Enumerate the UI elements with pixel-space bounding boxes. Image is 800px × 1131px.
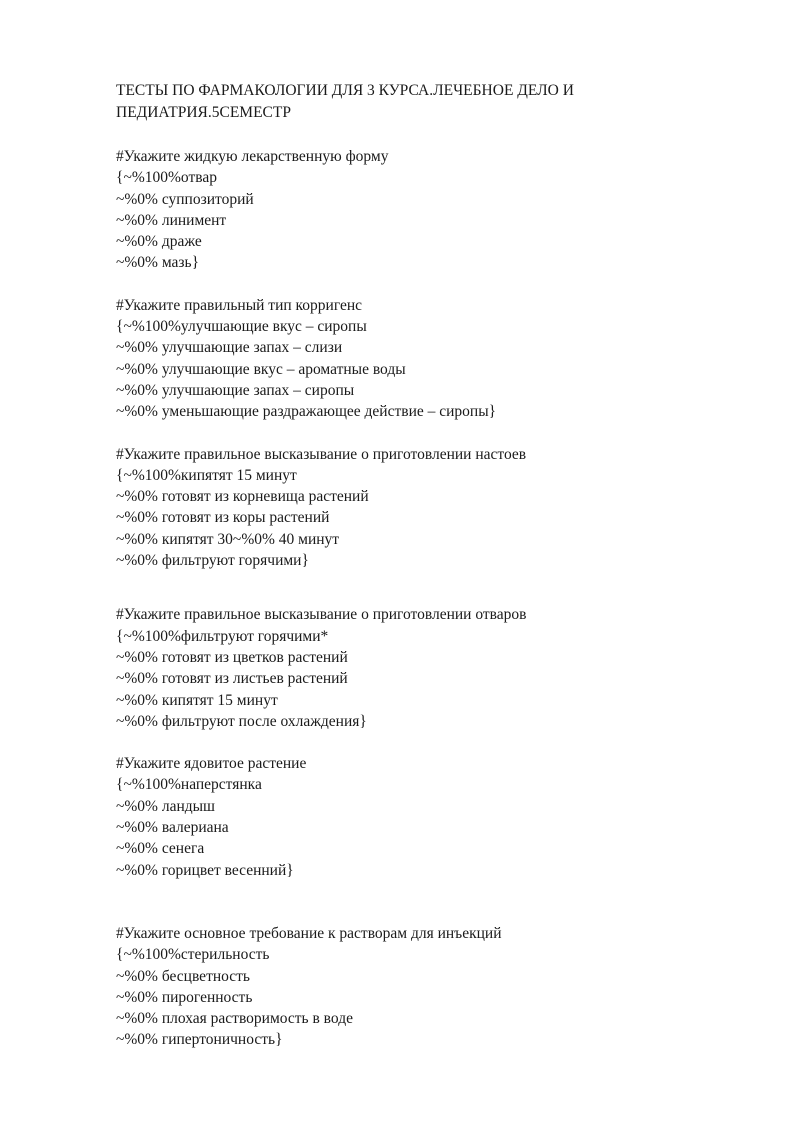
answer-line: ~%0% готовят из цветков растений: [116, 648, 348, 666]
answer-line: ~%0% плохая растворимость в воде: [116, 1010, 353, 1028]
answer-line: ~%0% мазь}: [116, 254, 200, 272]
answer-line: ~%0% бесцветность: [116, 967, 250, 985]
answer-line: ~%0% улучшающие вкус – ароматные воды: [116, 360, 406, 378]
answer-line: ~%0% готовят из корневища растений: [116, 488, 369, 506]
answer-line: {~%100%наперстянка: [116, 776, 262, 794]
question-block-6: [116, 923, 736, 1051]
question-text: #Укажите жидкую лекарственную форму: [116, 148, 389, 165]
answer-line: ~%0% кипятят 15 минут: [116, 691, 278, 709]
answer-line: ~%0% кипятят 30~%0% 40 минут: [116, 530, 340, 548]
answer-line: ~%0% гипертоничность}: [116, 1031, 283, 1049]
answer-line: ~%0% фильтруют после охлаждения}: [116, 712, 367, 730]
answer-line: ~%0% улучшающие запах – слизи: [116, 339, 343, 357]
answer-line: ~%0% горицвет весенний}: [116, 861, 294, 879]
answer-line: {~%100%отвар: [116, 169, 217, 187]
answer-line: ~%0% готовят из коры растений: [116, 509, 330, 527]
answer-line: ~%0% ландыш: [116, 797, 215, 815]
answer-line: ~%0% готовят из листьев растений: [116, 670, 348, 688]
answer-line: {~%100%стерильность: [116, 946, 270, 964]
question-text: #Укажите правильный тип корригенс: [116, 296, 363, 314]
answer-line: ~%0% пирогенность: [116, 988, 253, 1006]
answer-line: ~%0% линимент: [116, 211, 227, 229]
document-title-line-2: ПЕДИАТРИЯ.5СЕМЕСТР: [116, 103, 291, 121]
answer-line: ~%0% улучшающие запах – сиропы: [116, 381, 355, 399]
question-block-4: [116, 604, 736, 732]
document-title: [116, 80, 736, 123]
answer-line: ~%0% сенега: [116, 840, 205, 858]
question-block-2: [116, 295, 736, 423]
answer-line: ~%0% суппозиторий: [116, 190, 254, 208]
question-block-1: [116, 146, 736, 274]
document-page: [116, 80, 736, 1051]
answer-line: ~%0% драже: [116, 233, 202, 251]
question-text: #Укажите ядовитое растение: [116, 755, 307, 773]
question-block-3: [116, 444, 736, 572]
question-block-5: [116, 753, 736, 881]
answer-line: ~%0% валериана: [116, 819, 229, 837]
question-text: #Укажите основное требование к растворам для инъекций: [116, 924, 502, 942]
document-title-line-1: ТЕСТЫ ПО ФАРМАКОЛОГИИ ДЛЯ 3 КУРСА.ЛЕЧЕБНОЕ ДЕЛО И: [116, 82, 574, 99]
answer-line: {~%100%кипятят 15 минут: [116, 466, 297, 484]
answer-line: ~%0% фильтруют горячими}: [116, 552, 309, 570]
answer-line: {~%100%фильтруют горячими*: [116, 627, 329, 645]
answer-line: {~%100%улучшающие вкус – сиропы: [116, 318, 367, 336]
question-text: #Укажите правильное высказывание о приготовлении настоев: [116, 445, 527, 463]
question-text: #Укажите правильное высказывание о приготовлении отваров: [116, 606, 527, 624]
answer-line: ~%0% уменьшающие раздражающее действие – сиропы}: [116, 403, 497, 421]
